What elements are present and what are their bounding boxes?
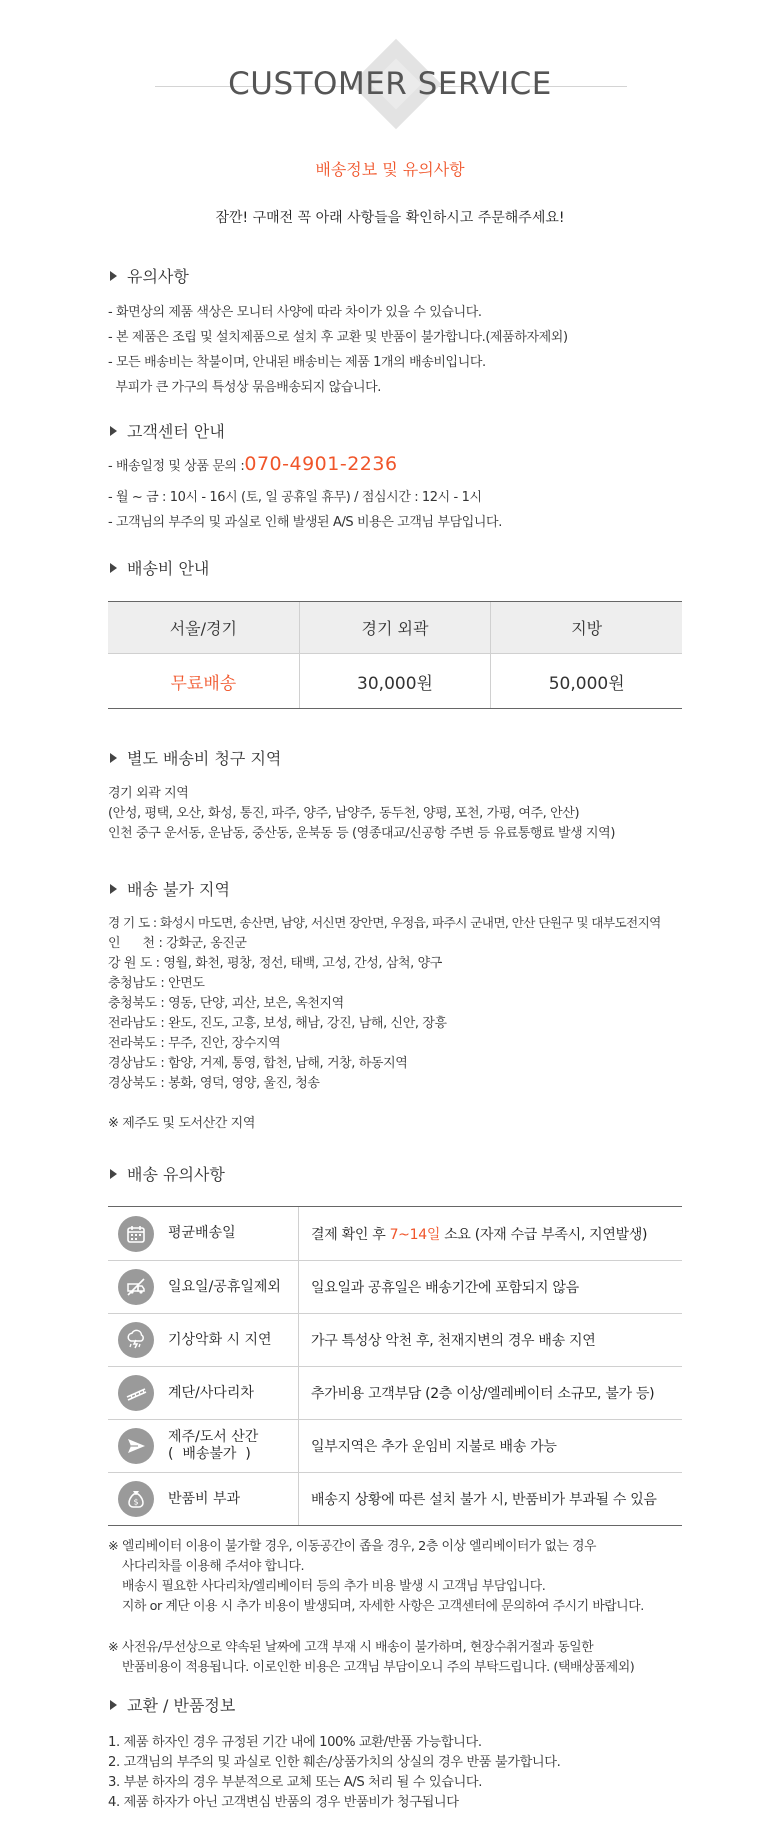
caution-line: 부피가 큰 가구의 특성상 묶음배송되지 않습니다. (108, 380, 382, 395)
row-label-cell (108, 1473, 299, 1525)
page-title: CUSTOMER SERVICE (228, 66, 552, 102)
notice-text: 잠깐! 구매전 꼭 아래 사항들을 확인하시고 주문해주세요! (215, 210, 565, 226)
storm-cloud-icon (118, 1322, 154, 1358)
row-label: 기상악화 시 지연 (168, 1331, 272, 1348)
table-header-cell: 경기 외곽 (299, 602, 491, 653)
triangle-bullet-icon (110, 884, 117, 894)
delivery-notes-heading-label: 배송 유의사항 (127, 1165, 225, 1184)
triangle-bullet-icon (110, 753, 117, 763)
cautions-heading-label: 유의사항 (127, 267, 189, 286)
row-description: 일요일과 공휴일은 배송기간에 포함되지 않음 (311, 1280, 579, 1296)
shipping-fee-heading (110, 556, 209, 579)
no-delivery-line: 충청남도 : 안면도 (108, 976, 205, 991)
row-label-cell (108, 1367, 299, 1419)
row-label-cell (108, 1314, 299, 1366)
exchange-line: 1. 제품 하자인 경우 규정된 기간 내에 100% 교환/반품 가능합니다. (108, 1735, 482, 1750)
extra-fee-line: 경기 외곽 지역 (108, 786, 189, 801)
row-description: 추가비용 고객부담 (2층 이상/엘레베이터 소규모, 불가 등) (311, 1386, 655, 1402)
elevator-note-line: 사다리차를 이용해 주셔야 합니다. (122, 1559, 305, 1574)
caution-line: - 모든 배송비는 착불이며, 안내된 배송비는 제품 1개의 배송비입니다. (108, 355, 486, 370)
row-label: 일요일/공휴일제외 (168, 1278, 281, 1295)
no-delivery-heading-label: 배송 불가 지역 (127, 880, 230, 899)
table-cell: 50,000원 (490, 654, 682, 708)
row-label-cell (108, 1207, 299, 1260)
airplane-icon (118, 1428, 154, 1464)
ladder-icon (118, 1375, 154, 1411)
caution-line: - 본 제품은 조립 및 설치제품으로 설치 후 교환 및 반품이 불가합니다.(제품하자제외) (108, 330, 568, 345)
svg-text:$: $ (133, 1497, 139, 1507)
row-label-cell (108, 1420, 299, 1472)
triangle-bullet-icon (110, 563, 117, 573)
desc-text: 결제 확인 후 (311, 1226, 390, 1243)
shipping-fee-table (108, 601, 682, 709)
phone-number[interactable]: 070-4901-2236 (244, 453, 398, 475)
service-center-heading-label: 고객센터 안내 (127, 422, 225, 441)
row-label-cell (108, 1261, 299, 1313)
table-row (108, 1313, 682, 1366)
shipping-fee-heading-label: 배송비 안내 (127, 559, 210, 578)
phone-line (108, 453, 398, 475)
absence-note-line: 반품비용이 적용됩니다. 이로인한 비용은 고객님 부담이오니 주의 부탁드립니다. (택배상품제외) (122, 1660, 635, 1675)
extra-fee-heading (110, 746, 281, 769)
table-row (108, 1207, 682, 1260)
row-description: 배송지 상황에 따른 설치 불가 시, 반품비가 부과될 수 있음 (311, 1492, 657, 1508)
table-header-cell: 서울/경기 (169, 619, 237, 638)
row-label: 반품비 부과 (168, 1490, 241, 1507)
exchange-heading (110, 1693, 235, 1716)
desc-text: 소요 (자재 수급 부족시, 지연발생) (440, 1226, 648, 1243)
no-delivery-line: 전라북도 : 무주, 진안, 장수지역 (108, 1036, 281, 1051)
row-description (299, 1207, 682, 1260)
no-delivery-line: 경상남도 : 함양, 거제, 통영, 합천, 남해, 거창, 하동지역 (108, 1056, 408, 1071)
exchange-line: 4. 제품 하자가 아닌 고객변심 반품의 경우 반품비가 청구됩니다 (108, 1795, 459, 1810)
exchange-line: 2. 고객님의 부주의 및 과실로 인한 훼손/상품가치의 상실의 경우 반품 불가합니다. (108, 1755, 561, 1770)
delivery-notes-heading (110, 1162, 225, 1185)
service-center-heading (110, 419, 225, 442)
delivery-notes-table (108, 1206, 682, 1526)
no-delivery-note: ※ 제주도 및 도서산간 지역 (108, 1116, 256, 1131)
section-subtitle: 배송정보 및 유의사항 (315, 160, 465, 179)
table-row (108, 1472, 682, 1525)
table-cell-free-shipping: 무료배송 (170, 673, 237, 694)
no-delivery-line: 충청북도 : 영동, 단양, 괴산, 보은, 옥천지역 (108, 996, 344, 1011)
exchange-line: 3. 부분 하자의 경우 부분적으로 교체 또는 A/S 처리 될 수 있습니다. (108, 1775, 483, 1790)
table-header-row (108, 602, 682, 654)
elevator-note-line: 지하 or 계단 이용 시 추가 비용이 발생되며, 자세한 사항은 고객센터에 문의하여 주시기 바랍니다. (122, 1599, 644, 1614)
no-truck-icon (118, 1269, 154, 1305)
triangle-bullet-icon (110, 426, 117, 436)
row-description: 가구 특성상 악천 후, 천재지변의 경우 배송 지연 (311, 1333, 596, 1349)
desc-highlight: 7~14일 (389, 1226, 441, 1243)
cautions-heading (110, 264, 189, 287)
table-row (108, 1419, 682, 1472)
extra-fee-heading-label: 별도 배송비 청구 지역 (127, 749, 282, 768)
absence-note-line: ※ 사전유/무선상으로 약속된 날짜에 고객 부재 시 배송이 불가하며, 현장수취거절과 동일한 (108, 1640, 594, 1655)
extra-fee-line: 인천 중구 운서동, 운남동, 중산동, 운북동 등 (영종대교/신공항 주변 등 유료통행료 발생 지역) (108, 826, 615, 841)
as-cost-line: - 고객님의 부주의 및 과실로 인해 발생된 A/S 비용은 고객님 부담입니다. (108, 515, 502, 530)
table-header-cell: 지방 (490, 602, 682, 653)
money-bag-icon (118, 1481, 154, 1517)
phone-label: - 배송일정 및 상품 문의 : (108, 458, 245, 474)
elevator-note-line: 배송시 필요한 사다리차/엘리베이터 등의 추가 비용 발생 시 고객님 부담입니다. (122, 1579, 546, 1594)
row-label: 제주/도서 산간 ( 배송불가 ) (168, 1429, 259, 1462)
table-cell: 30,000원 (299, 654, 491, 708)
table-row (108, 1260, 682, 1313)
elevator-note-line: ※ 엘리베이터 이용이 불가할 경우, 이동공간이 좁을 경우, 2층 이상 엘리베이터가 없는 경우 (108, 1539, 597, 1554)
no-delivery-line: 강 원 도 : 영월, 화천, 평창, 정선, 태백, 고성, 간성, 삼척, 양구 (108, 956, 442, 971)
service-hours-line: - 월 ~ 금 : 10시 - 16시 (토, 일 공휴일 휴무) / 점심시간 : 12시 - 1시 (108, 490, 482, 505)
no-delivery-line: 인 천 : 강화군, 옹진군 (108, 936, 247, 951)
triangle-bullet-icon (110, 1700, 117, 1710)
triangle-bullet-icon (110, 271, 117, 281)
row-label: 평균배송일 (168, 1225, 236, 1241)
no-delivery-line: 경 기 도 : 화성시 마도면, 송산면, 남양, 서신면 장안면, 우정읍, 파주시 군내면, 안산 단원구 및 대부도전지역 (108, 915, 661, 930)
row-label: 계단/사다리차 (168, 1384, 254, 1401)
exchange-heading-label: 교환 / 반품정보 (127, 1696, 236, 1715)
table-row (108, 654, 682, 708)
row-description: 일부지역은 추가 운임비 지불로 배송 가능 (311, 1439, 557, 1455)
no-delivery-line: 전라남도 : 완도, 진도, 고흥, 보성, 해남, 강진, 남해, 신안, 장흥 (108, 1016, 447, 1031)
caution-line: - 화면상의 제품 색상은 모니터 사양에 따라 차이가 있을 수 있습니다. (108, 305, 482, 320)
no-delivery-heading (110, 877, 230, 900)
triangle-bullet-icon (110, 1169, 117, 1179)
calendar-icon (118, 1216, 154, 1252)
extra-fee-line: (안성, 평택, 오산, 화성, 통진, 파주, 양주, 남양주, 동두천, 양평, 포천, 가평, 여주, 안산) (108, 806, 580, 821)
no-delivery-line: 경상북도 : 봉화, 영덕, 영양, 울진, 청송 (108, 1076, 320, 1091)
table-row (108, 1366, 682, 1419)
